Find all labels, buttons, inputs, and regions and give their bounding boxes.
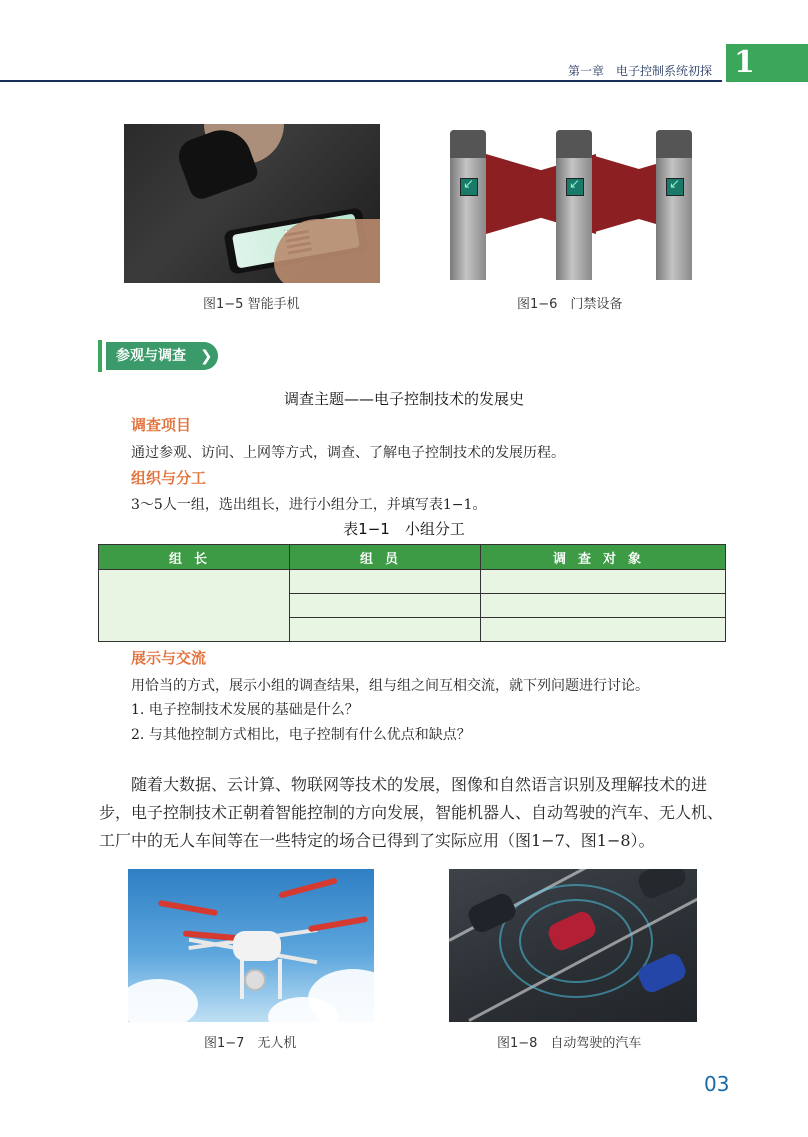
item-heading: 调查项目 (131, 416, 192, 434)
col-header-leader: 组长 (99, 545, 290, 570)
table-cell (290, 594, 481, 618)
item-text: 通过参观、访问、上网等方式，调查、了解电子控制技术的发展历程。 (131, 445, 565, 461)
table-title: 表1−1 小组分工 (343, 520, 465, 538)
fig5-caption: 图1−5 智能手机 (203, 297, 300, 312)
autonomous-car-photo (449, 869, 697, 1022)
paragraph (99, 771, 729, 855)
chevron-right-icon: ❯ (200, 347, 213, 365)
section-tag-label: 参观与调查 (106, 342, 218, 370)
paragraph-line: 步，电子控制技术正朝着智能控制的方向发展，智能机器人、自动驾驶的汽车、无人机、 (99, 803, 724, 822)
table-cell (481, 594, 726, 618)
share-text: 用恰当的方式，展示小组的调查结果，组与组之间互相交流，就下列问题进行讨论。 (131, 678, 649, 694)
table-cell (481, 570, 726, 594)
chapter-number-tab: 1 (726, 44, 808, 82)
group-table (98, 544, 726, 642)
table-cell (99, 570, 290, 642)
col-header-members: 组员 (290, 545, 481, 570)
access-gate-photo (446, 124, 698, 283)
smartphone-photo (124, 124, 380, 283)
chapter-title: 第一章 电子控制系统初探 (568, 64, 713, 78)
paragraph-line: 工厂中的无人车间等在一些特定的场合已得到了实际应用（图1−7、图1−8）。 (99, 831, 655, 850)
question-1: 1. 电子控制技术发展的基础是什么？ (131, 702, 359, 718)
table-cell (290, 570, 481, 594)
drone-photo (128, 869, 374, 1022)
paragraph-line: 随着大数据、云计算、物联网等技术的发展，图像和自然语言识别及理解技术的进 (131, 775, 708, 794)
page-number: 03 (704, 1072, 730, 1096)
header-rule (0, 80, 722, 82)
table-cell (290, 618, 481, 642)
fig7-caption: 图1−7 无人机 (204, 1036, 297, 1051)
share-heading: 展示与交流 (131, 649, 207, 667)
fig6-caption: 图1−6 门禁设备 (517, 297, 623, 312)
org-heading: 组织与分工 (131, 469, 207, 487)
fig8-caption: 图1−8 自动驾驶的汽车 (497, 1036, 642, 1051)
question-2: 2. 与其他控制方式相比，电子控制有什么优点和缺点？ (131, 727, 471, 743)
table-cell (481, 618, 726, 642)
survey-title: 调查主题——电子控制技术的发展史 (283, 390, 524, 408)
col-header-target: 调查对象 (481, 545, 726, 570)
org-text: 3～5人一组，选出组长，进行小组分工，并填写表1−1。 (131, 497, 487, 513)
